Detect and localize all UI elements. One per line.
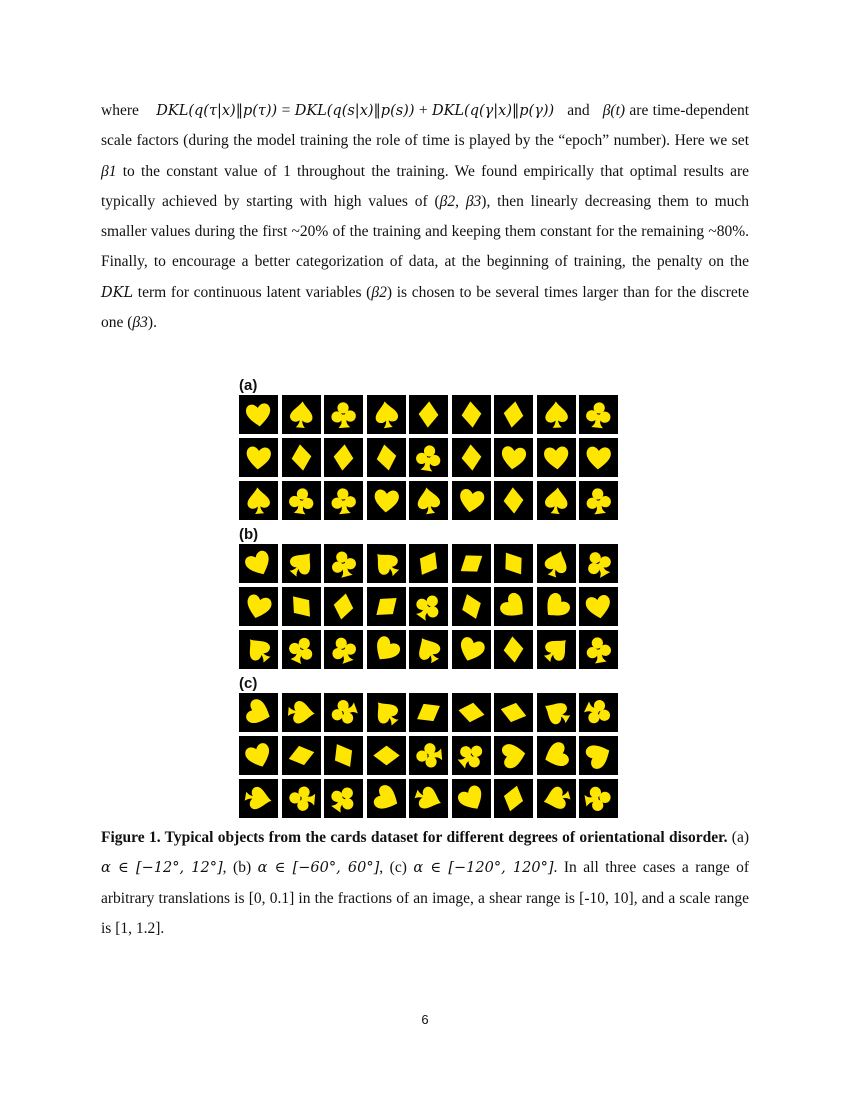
caption-a-label: (a): [731, 829, 749, 846]
spade-icon: [540, 696, 573, 729]
card-diamond: [494, 630, 533, 669]
diamond-icon: [455, 398, 488, 431]
club-icon: [412, 590, 445, 623]
heart-icon: [497, 441, 530, 474]
card-diamond: [367, 587, 406, 626]
text-segment-2: to the constant value of 1 throughout the training. We found empirically that optimal results are typically achieved by starting with high values of (: [101, 162, 750, 210]
club-icon: [327, 547, 360, 580]
diamond-icon: [285, 441, 318, 474]
card-heart: [452, 481, 491, 520]
text-segment-5: ) is chosen to be several times larger than for the discrete one (: [101, 283, 749, 332]
heart-icon: [582, 441, 615, 474]
caption-b-label: (b): [233, 859, 252, 877]
spade-icon: [242, 633, 275, 666]
beta-1: β1: [101, 162, 117, 180]
heart-icon: [582, 590, 615, 623]
diamond-icon: [497, 782, 530, 815]
club-icon: [285, 782, 318, 815]
card-spade: [537, 630, 576, 669]
card-club: [579, 395, 618, 434]
card-heart: [239, 395, 278, 434]
card-club: [452, 736, 491, 775]
card-heart: [367, 630, 406, 669]
spade-icon: [285, 398, 318, 431]
body-paragraph: [101, 96, 749, 338]
diamond-icon: [497, 696, 530, 729]
diamond-icon: [497, 398, 530, 431]
card-diamond: [494, 481, 533, 520]
diamond-icon: [455, 547, 488, 580]
club-icon: [455, 739, 488, 772]
card-diamond: [494, 779, 533, 818]
card-spade: [409, 481, 448, 520]
card-spade: [537, 544, 576, 583]
caption-a-range: α ∈ [−12°, 12°]: [101, 860, 223, 877]
diamond-icon: [412, 547, 445, 580]
card-diamond: [282, 438, 321, 477]
club-icon: [327, 484, 360, 517]
card-heart: [239, 736, 278, 775]
club-icon: [327, 633, 360, 666]
card-heart: [494, 438, 533, 477]
panel-b-label: (b): [239, 526, 259, 543]
beta-3b: β3: [132, 314, 148, 332]
card-club: [324, 630, 363, 669]
beta-3: β3: [465, 192, 482, 210]
card-spade: [282, 693, 321, 732]
card-diamond: [409, 544, 448, 583]
club-icon: [582, 782, 615, 815]
card-diamond: [324, 736, 363, 775]
diamond-icon: [455, 590, 488, 623]
card-club: [579, 544, 618, 583]
card-club: [324, 693, 363, 732]
diamond-icon: [327, 441, 360, 474]
dkl-term: DKL: [101, 284, 134, 301]
card-diamond: [452, 693, 491, 732]
card-diamond: [494, 693, 533, 732]
card-diamond: [452, 544, 491, 583]
panel-a: [237, 376, 623, 520]
card-diamond: [367, 736, 406, 775]
diamond-icon: [455, 696, 488, 729]
spade-icon: [370, 696, 403, 729]
figure-1: [237, 376, 623, 823]
spade-icon: [412, 782, 445, 815]
card-spade: [239, 481, 278, 520]
heart-icon: [455, 484, 488, 517]
spade-icon: [412, 484, 445, 517]
diamond-icon: [370, 590, 403, 623]
card-club: [409, 736, 448, 775]
card-spade: [409, 630, 448, 669]
card-club: [324, 481, 363, 520]
equals-sign: =: [281, 102, 291, 119]
card-heart: [579, 438, 618, 477]
card-spade: [537, 395, 576, 434]
card-heart: [537, 736, 576, 775]
text-where: where: [101, 102, 139, 119]
card-club: [579, 693, 618, 732]
panel-a-label: (a): [239, 377, 258, 394]
diamond-icon: [327, 739, 360, 772]
card-heart: [239, 544, 278, 583]
club-icon: [582, 696, 615, 729]
card-heart: [537, 587, 576, 626]
card-spade: [239, 630, 278, 669]
card-spade: [367, 544, 406, 583]
diamond-icon: [455, 441, 488, 474]
card-heart: [579, 587, 618, 626]
card-club: [409, 438, 448, 477]
diamond-icon: [370, 739, 403, 772]
club-icon: [582, 398, 615, 431]
card-diamond: [452, 395, 491, 434]
card-diamond: [367, 438, 406, 477]
club-icon: [285, 633, 318, 666]
panel-c-label: (c): [239, 675, 258, 692]
club-icon: [412, 739, 445, 772]
card-club: [324, 395, 363, 434]
panel-b-grid: [239, 544, 623, 669]
caption-rest: In all three cases a range of arbitrary translations is [0, 0.1] in the fractions of an image, a shear range is [-10, 10], and a scale range is [1, 1.2].: [101, 859, 750, 937]
caption-c-label: (c): [389, 859, 407, 877]
card-heart: [452, 630, 491, 669]
panel-c-grid: [239, 693, 623, 818]
card-club: [324, 779, 363, 818]
plus-sign: +: [418, 102, 428, 119]
club-icon: [327, 696, 360, 729]
card-heart: [494, 587, 533, 626]
kl-gamma: DKL(q(γ|x)‖p(γ)): [431, 103, 555, 119]
heart-icon: [540, 441, 573, 474]
card-diamond: [282, 736, 321, 775]
card-spade: [367, 693, 406, 732]
card-club: [324, 544, 363, 583]
card-diamond: [494, 395, 533, 434]
card-diamond: [452, 587, 491, 626]
panel-c: [237, 674, 623, 818]
heart-icon: [582, 739, 615, 772]
card-club: [282, 779, 321, 818]
card-spade: [537, 779, 576, 818]
card-diamond: [282, 587, 321, 626]
heart-icon: [497, 739, 530, 772]
card-club: [409, 587, 448, 626]
card-spade: [282, 544, 321, 583]
caption-c-range: α ∈ [−120°, 120°]: [413, 860, 554, 877]
card-spade: [537, 693, 576, 732]
heart-icon: [242, 696, 275, 729]
spade-icon: [285, 547, 318, 580]
kl-s: DKL(q(s|x)‖p(s)): [294, 103, 415, 119]
card-heart: [367, 779, 406, 818]
club-icon: [412, 441, 445, 474]
card-heart: [239, 438, 278, 477]
card-spade: [537, 481, 576, 520]
card-club: [579, 779, 618, 818]
card-diamond: [324, 438, 363, 477]
text-segment-3: ), then linearly decreasing them to much smaller values during the first ~20% of the training and keeping them constant for the remaining ~80%. Finally, to encourage a better categorization of data, at the beginning of training, the penalty on the: [101, 192, 750, 271]
card-diamond: [452, 438, 491, 477]
text-segment-1: are time-dependent scale factors (during the model training the role of time is played by the “epoch” number). Here we set: [101, 102, 750, 150]
diamond-icon: [412, 696, 445, 729]
kl-total: DKL(q(τ|x)‖p(τ)): [156, 103, 278, 119]
beta-2b: β2: [371, 283, 387, 301]
heart-icon: [455, 782, 488, 815]
card-heart: [239, 693, 278, 732]
caption-title: Figure 1. Typical objects from the cards dataset for different degrees of orientational disorder.: [101, 829, 728, 846]
spade-icon: [242, 782, 275, 815]
diamond-icon: [327, 590, 360, 623]
heart-icon: [497, 590, 530, 623]
spade-icon: [540, 782, 573, 815]
diamond-icon: [497, 484, 530, 517]
spade-icon: [540, 633, 573, 666]
card-spade: [239, 779, 278, 818]
card-club: [282, 630, 321, 669]
spade-icon: [285, 696, 318, 729]
card-diamond: [409, 395, 448, 434]
card-diamond: [324, 587, 363, 626]
text-end: ).: [147, 314, 157, 332]
card-diamond: [494, 544, 533, 583]
heart-icon: [242, 739, 275, 772]
diamond-icon: [497, 547, 530, 580]
card-spade: [367, 395, 406, 434]
spade-icon: [412, 633, 445, 666]
card-club: [282, 481, 321, 520]
heart-icon: [370, 633, 403, 666]
diamond-icon: [370, 441, 403, 474]
card-club: [579, 630, 618, 669]
page-number: 6: [421, 1012, 429, 1027]
card-spade: [282, 395, 321, 434]
panel-b: [237, 525, 623, 669]
card-heart: [239, 587, 278, 626]
heart-icon: [370, 782, 403, 815]
diamond-icon: [285, 590, 318, 623]
spade-icon: [540, 398, 573, 431]
club-icon: [327, 398, 360, 431]
beta-t: β(t): [602, 102, 626, 119]
diamond-icon: [285, 739, 318, 772]
text-and: and: [567, 102, 590, 119]
diamond-icon: [412, 398, 445, 431]
panel-a-grid: [239, 395, 623, 520]
comma: ,: [455, 192, 459, 210]
spade-icon: [540, 484, 573, 517]
card-diamond: [409, 693, 448, 732]
text-segment-4: term for continuous latent variables (: [137, 283, 372, 301]
card-spade: [409, 779, 448, 818]
beta-2: β2: [439, 192, 456, 210]
spade-icon: [370, 547, 403, 580]
heart-icon: [370, 484, 403, 517]
club-icon: [582, 547, 615, 580]
club-icon: [582, 484, 615, 517]
caption-b-range: α ∈ [−60°, 60°]: [257, 860, 380, 877]
card-club: [579, 481, 618, 520]
heart-icon: [540, 590, 573, 623]
heart-icon: [540, 739, 573, 772]
card-heart: [579, 736, 618, 775]
heart-icon: [242, 590, 275, 623]
club-icon: [285, 484, 318, 517]
diamond-icon: [497, 633, 530, 666]
card-heart: [494, 736, 533, 775]
heart-icon: [242, 441, 275, 474]
card-heart: [367, 481, 406, 520]
spade-icon: [242, 484, 275, 517]
club-icon: [327, 782, 360, 815]
heart-icon: [242, 547, 275, 580]
card-heart: [537, 438, 576, 477]
card-heart: [452, 779, 491, 818]
figure-caption: Figure 1. Typical objects from the cards dataset for different degrees of orientational disorder. (a) α ∈ [−12°, 12°], (b) α ∈ [−60°, 60°], (c) α ∈ [−120°, 120°]. In all three cases a range of arbitrary translations is [0, 0.1] in the fractions of an image, a shear range is [-10, 10], and a scale range is [1, 1.2].: [101, 829, 750, 937]
heart-icon: [242, 398, 275, 431]
club-icon: [582, 633, 615, 666]
spade-icon: [540, 547, 573, 580]
spade-icon: [370, 398, 403, 431]
heart-icon: [455, 633, 488, 666]
